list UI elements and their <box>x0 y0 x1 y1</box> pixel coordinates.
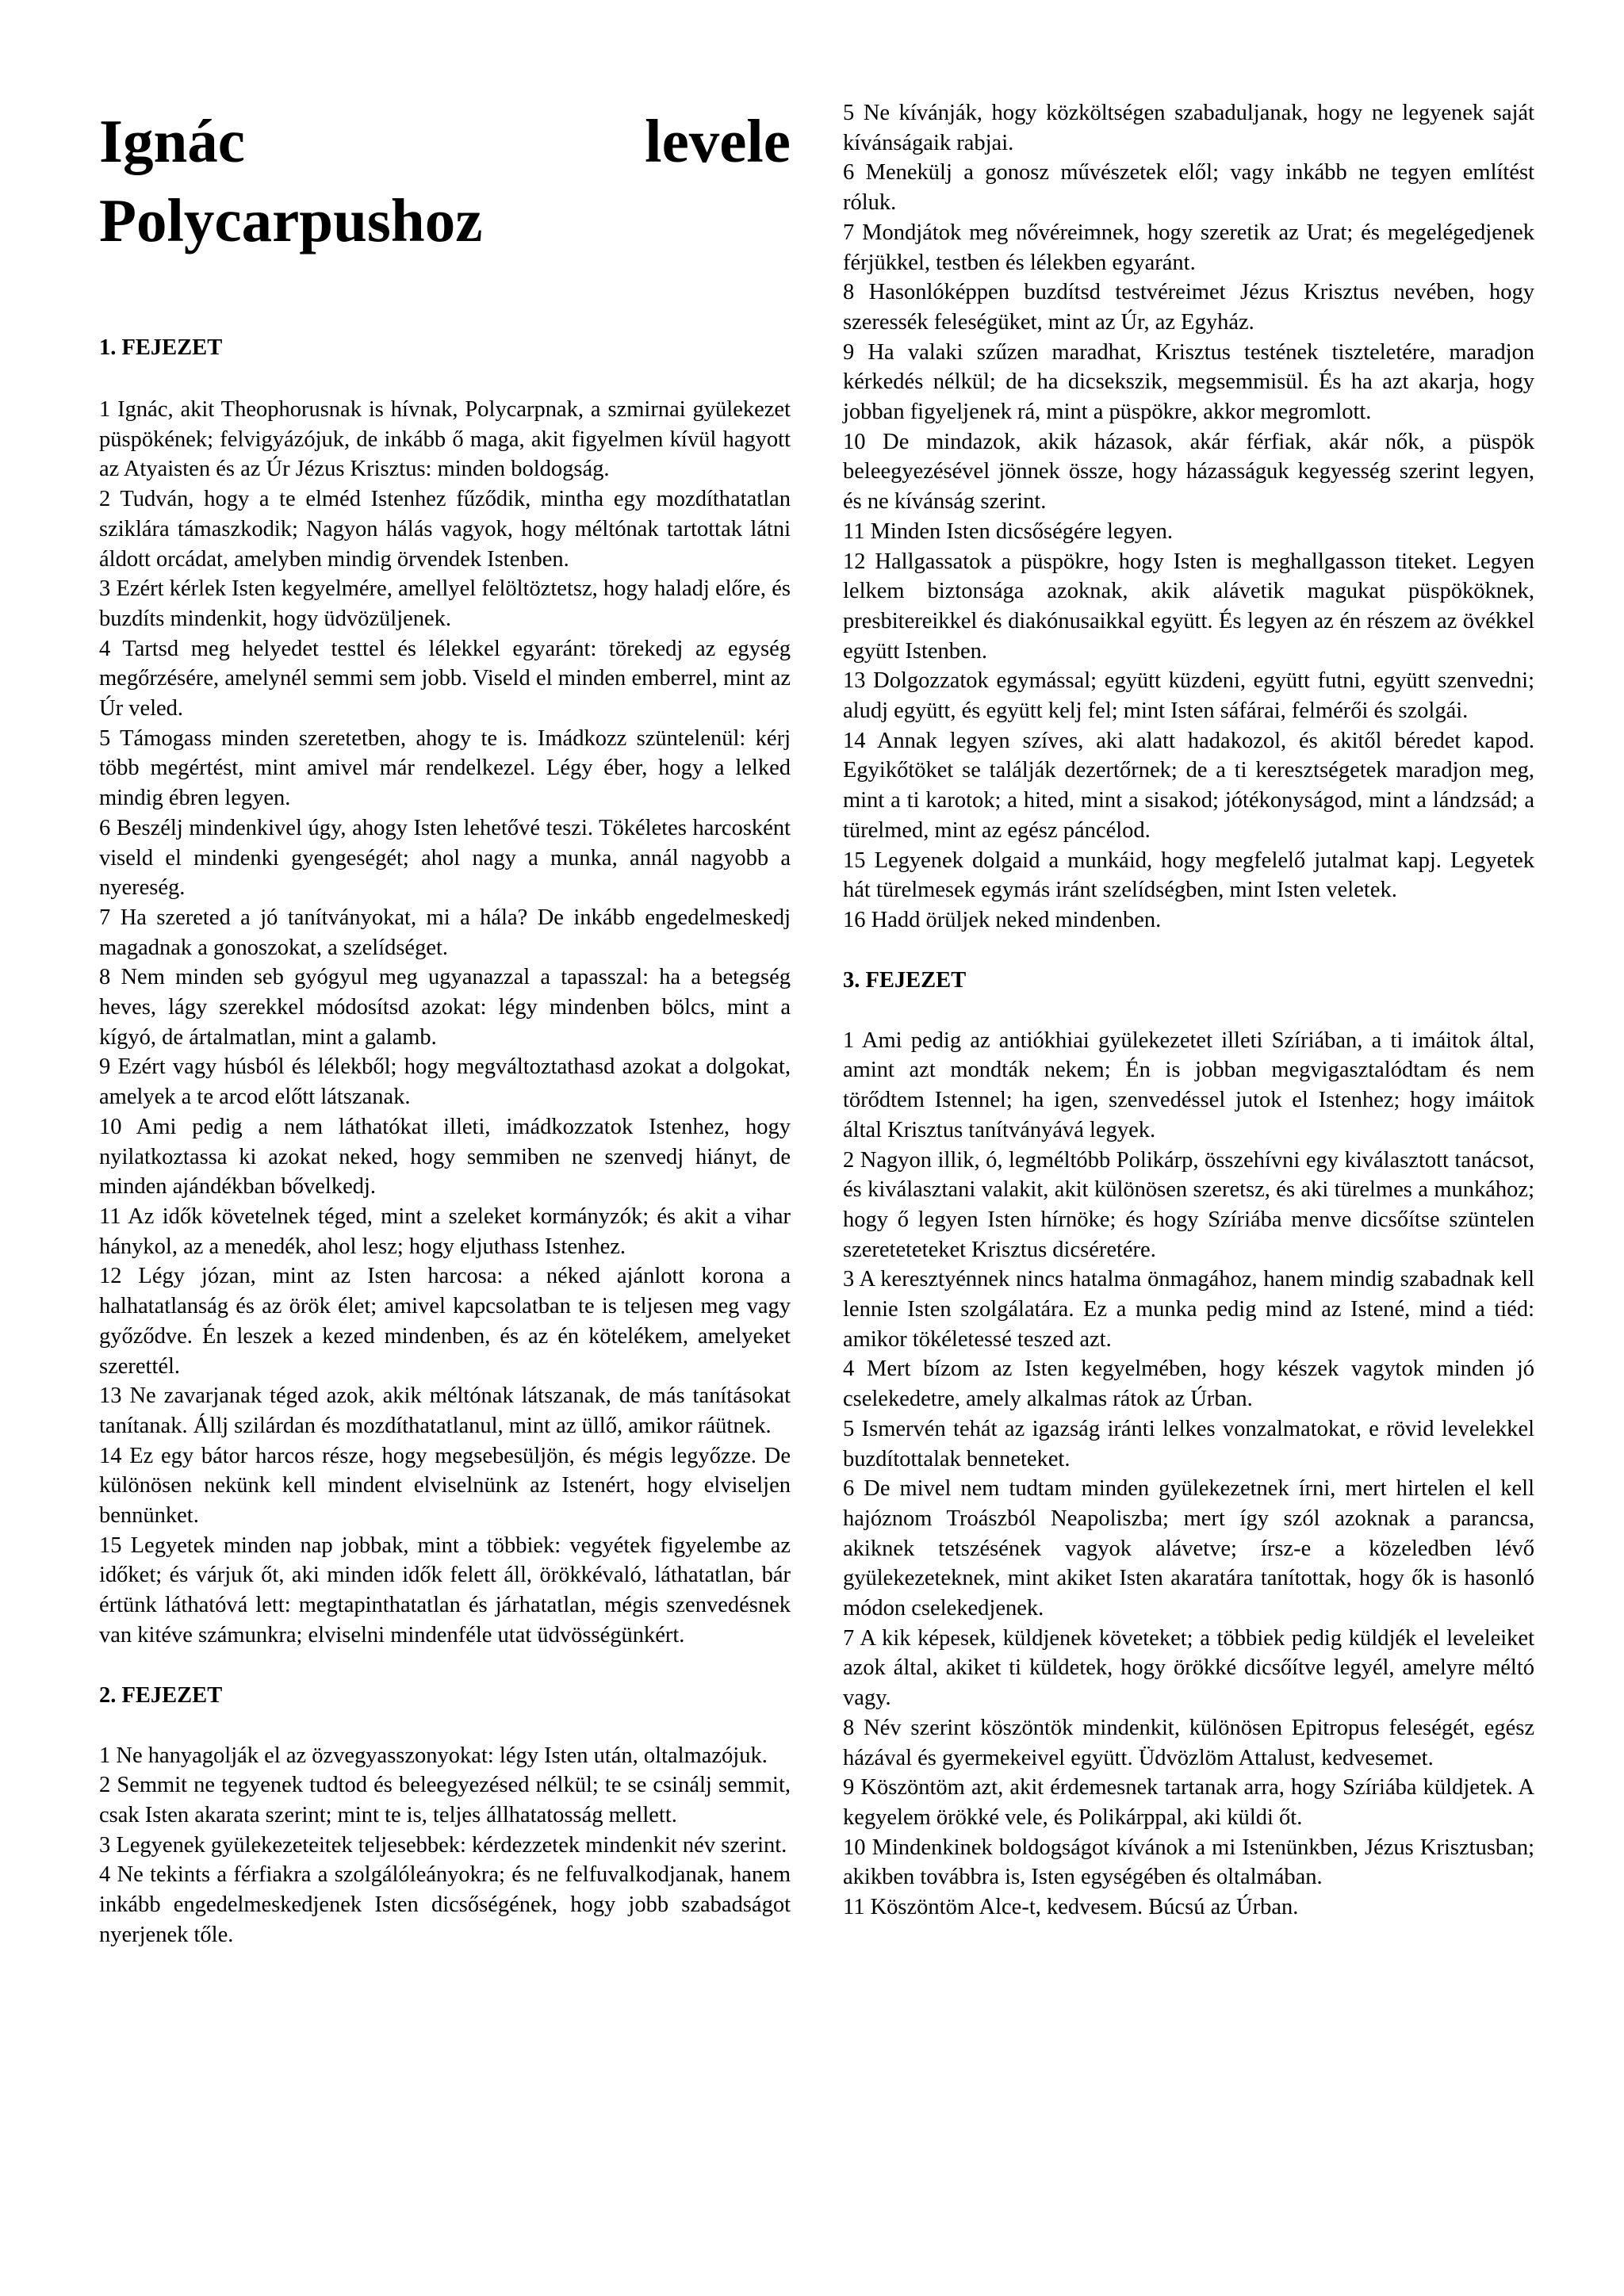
verse: 11 Minden Isten dicsőségére legyen. <box>843 519 1174 544</box>
title-line-1 <box>99 101 791 181</box>
verse: 4 Ne tekints a férfiakra a szolgálóleányokra; és ne felfuvalkodjanak, hanem inkább engedelmeskedjenek Isten dicsőségének, hogy jobb szabadságot nyerjenek tőle. <box>99 1862 791 1947</box>
verse: 15 Legyenek dolgaid a munkáid, hogy megfelelő jutalmat kapj. Legyetek hát türelmesek egymás iránt szelídségben, mint Isten veletek. <box>843 848 1534 903</box>
verse: 10 Ami pedig a nem láthatókat illeti, imádkozzatok Istenhez, hogy nyilatkoztassa ki azokat neked, hogy semmiben ne szenvedj hiányt, de minden ajándékban bővelkedj. <box>99 1114 791 1200</box>
verse: 9 Ha valaki szűzen maradhat, Krisztus testének tiszteletére, maradjon kérkedés nélkül; de ha dicsekszik, megsemmisül. És ha azt akarja, hogy jobban figyeljenek rá, mint a püspökre, akkor megromlott. <box>843 339 1534 425</box>
verse: 2 Tudván, hogy a te elméd Istenhez fűződik, mintha egy mozdíthatatlan sziklára támaszkodik; Nagyon hálás vagyok, hogy méltónak tartottak látni áldott orcádat, amelyben mindig örvendek Istenben. <box>99 487 791 572</box>
title-word-levele: levele <box>645 107 791 175</box>
verse: 1 Ne hanyagolják el az özvegyasszonyokat: légy Isten után, oltalmazójuk. <box>99 1743 768 1768</box>
verse: 13 Ne zavarjanak téged azok, akik méltónak látszanak, de más tanításokat tanítanak. Állj szilárdan és mozdíthatatlanul, mint az üllő, amikor ráütnek. <box>99 1383 791 1438</box>
chapter-3-verses <box>843 1026 1534 1923</box>
verse: 16 Hadd örüljek neked mindenben. <box>843 907 1162 932</box>
verse: 1 Ignác, akit Theophorusnak is hívnak, Polycarpnak, a szmirnai gyülekezet püspökének; felvigyázójuk, de inkább ő maga, akit figyelmen kívül hagyott az Atyaisten és az Úr Jézus Krisztus: minden boldogság. <box>99 397 791 482</box>
verse: 6 De mivel nem tudtam minden gyülekezetnek írni, mert hirtelen el kell hajóznom Troászból Neapoliszba; mert így szól azoknak a parancsa, akiknek tetszésének vagyok alávetve; írsz-e a közeledben lévő gyülekezeteknek, mint akiket Isten akaratára tanítottak, hogy ők is hasonló módon cselekedjenek. <box>843 1476 1534 1621</box>
verse: 9 Köszöntöm azt, akit érdemesnek tartanak arra, hogy Szíriába küldjetek. A kegyelem örökké vele, és Polikárppal, aki küldi őt. <box>843 1775 1534 1830</box>
verse: 7 Ha szereted a jó tanítványokat, mi a hála? De inkább engedelmeskedj magadnak a gonoszokat, a szelídséget. <box>99 905 791 960</box>
verse: 6 Beszélj mindenkivel úgy, ahogy Isten lehetővé teszi. Tökéletes harcosként viseld el mindenki gyengeségét; ahol nagy a munka, annál nagyobb a nyereség. <box>99 815 791 901</box>
right-column <box>843 98 1534 1923</box>
verse: 10 De mindazok, akik házasok, akár férfiak, akár nők, a püspök beleegyezésével jönnek össze, hogy házasságuk kegyesség szerint legyen, és ne kívánság szerint. <box>843 429 1534 515</box>
left-column <box>99 101 791 1950</box>
verse: 3 Ezért kérlek Isten kegyelmére, amellyel felöltöztetsz, hogy haladj előre, és buzdíts mindenkit, hogy üdvözüljenek. <box>99 576 791 631</box>
verse: 12 Légy józan, mint az Isten harcosa: a néked ajánlott korona a halhatatlanság és az örök élet; amivel kapcsolatban te is teljesen meg vagy győződve. Én leszek a kezed mindenben, és az én kötelékem, amelyeket szerettél. <box>99 1264 791 1379</box>
verse: 10 Mindenkinek boldogságot kívánok a mi Istenünkben, Jézus Krisztusban; akikben továbbra is, Isten egységében és oltalmában. <box>843 1835 1534 1890</box>
verse: 8 Név szerint köszöntök mindenkit, különösen Epitropus feleségét, egész házával és gyermekeivel együtt. Üdvözlöm Attalust, kedvesemet. <box>843 1715 1534 1770</box>
verse: 2 Semmit ne tegyenek tudtod és beleegyezésed nélkül; te se csinálj semmit, csak Isten akarata szerint; mint te is, teljes állhatatosság mellett. <box>99 1773 791 1827</box>
verse: 14 Annak legyen szíves, aki alatt hadakozol, és akitől béredet kapod. Egyikőtöket se találják dezertőrnek; de a ti keresztségetek maradjon meg, mint a ti karotok; a hited, mint a sisakod; jótékonyságod, mint a lándzsád; a türelmed, mint az egész páncélod. <box>843 728 1534 843</box>
verse: 4 Mert bízom az Isten kegyelmében, hogy készek vagytok minden jó cselekedetre, amely alkalmas rátok az Úrban. <box>843 1357 1534 1412</box>
chapter-1-heading: 1. FEJEZET <box>99 335 223 360</box>
chapter-2-heading: 2. FEJEZET <box>99 1682 223 1708</box>
verse: 3 A keresztyénnek nincs hatalma önmagához, hanem mindig szabadnak kell lennie Isten szolgálatára. Ez a munka pedig mind az Istené, mind a tiéd: amikor tökéletessé teszed azt. <box>843 1267 1534 1352</box>
verse: 11 Köszöntöm Alce-t, kedvesem. Búcsú az Úrban. <box>843 1895 1299 1920</box>
verse: 8 Nem minden seb gyógyul meg ugyanazzal a tapasszal: ha a betegség heves, lágy szerekkel módosítsd azokat: légy mindenben bölcs, mint a kígyó, de ártalmatlan, mint a galamb. <box>99 965 791 1050</box>
chapter-3-heading: 3. FEJEZET <box>843 967 967 993</box>
verse: 5 Ne kívánják, hogy közköltségen szabaduljanak, hogy ne legyenek saját kívánságaik rabjai. <box>843 101 1534 155</box>
chapter-1-verses <box>99 395 791 1651</box>
verse: 7 A kik képesek, küldjenek követeket; a többiek pedig küldjék el leveleiket azok által, akiket ti küldetek, hogy örökké dicsőítve legyél, amelyre méltó vagy. <box>843 1625 1534 1711</box>
verse: 2 Nagyon illik, ó, legméltóbb Polikárp, összehívni egy kiválasztott tanácsot, és kiválasztani valakit, akit különösen szeretsz, és aki türelmes a munkához; hogy ő legyen Isten hírnöke; és hogy Szíriába menve dicsőítse szüntelen szereteteteket Krisztus dicséretére. <box>843 1147 1534 1262</box>
verse: 5 Támogass minden szeretetben, ahogy te is. Imádkozz szüntelenül: kérj több megértést, mint amivel már rendelkezel. Légy éber, hogy a lelked mindig ébren legyen. <box>99 725 791 811</box>
verse: 6 Menekülj a gonosz művészetek elől; vagy inkább ne tegyen említést róluk. <box>843 160 1534 216</box>
verse: 15 Legyetek minden nap jobbak, mint a többiek: vegyétek figyelembe az időket; és várjuk őt, aki minden idők felett áll, örökkévaló, láthatatlan, bár értünk láthatóvá lett: megtapinthatatlan és járhatatlan, mégis szenvedésnek van kitéve számunkra; elviselni mindenféle utat üdvösségünkért. <box>99 1533 791 1647</box>
verse: 11 Az idők követelnek téged, mint a szeleket kormányzók; és akit a vihar hánykol, az a menedék, ahol lesz; hogy eljuthass Istenhez. <box>99 1203 791 1259</box>
chapter-2-verses-right <box>843 98 1534 936</box>
verse: 3 Legyenek gyülekezeteitek teljesebbek: kérdezzetek mindenkit név szerint. <box>99 1832 787 1858</box>
verse: 4 Tartsd meg helyedet testtel és lélekkel egyaránt: törekedj az egység megőrzésére, amelynél semmi sem jobb. Viseld el minden emberrel, mint az Úr veled. <box>99 636 791 721</box>
document-title <box>99 101 791 260</box>
title-line-2: Polycarpushoz <box>99 186 483 254</box>
title-word-ignac: Ignác <box>99 107 245 175</box>
verse: 13 Dolgozzatok egymással; együtt küzdeni, együtt futni, együtt szenvedni; aludj együtt, és együtt kelj fel; mint Isten sáfárai, felmérői és szolgái. <box>843 668 1534 724</box>
verse: 1 Ami pedig az antiókhiai gyülekezetet illeti Szíriában, a ti imáitok által, amint azt mondták nekem; Én is jobban megvigasztalódtam és nem törődtem Istennel; ha igen, szenvedéssel jutok el Istenhez; hogy imáitok által Krisztus tanítványává legyek. <box>843 1027 1534 1142</box>
verse: 12 Hallgassatok a püspökre, hogy Isten is meghallgasson titeket. Legyen lelkem biztonsága azoknak, akik alávetik magukat püspököknek, presbitereikkel és diakónusaikkal együtt. És legyen az én részem az övékkel együtt Istenben. <box>843 549 1534 664</box>
verse: 9 Ezért vagy húsból és lélekből; hogy megváltoztathasd azokat a dolgokat, amelyek a te arcod előtt látszanak. <box>99 1054 791 1110</box>
chapter-2-verses-left <box>99 1741 791 1950</box>
verse: 8 Hasonlóképpen buzdítsd testvéreimet Jézus Krisztus nevében, hogy szeressék feleségüket, mint az Úr, az Egyház. <box>843 280 1534 335</box>
verse: 14 Ez egy bátor harcos része, hogy megsebesüljön, és mégis legyőzze. De különösen nekünk kell mindent elviselnünk az Istenért, hogy elviseljen bennünket. <box>99 1443 791 1529</box>
verse: 5 Ismervén tehát az igazság iránti lelkes vonzalmatokat, e rövid levelekkel buzdítottalak benneteket. <box>843 1416 1534 1471</box>
verse: 7 Mondjátok meg nővéreimnek, hogy szeretik az Urat; és megelégedjenek férjükkel, testben és lélekben egyaránt. <box>843 220 1534 275</box>
